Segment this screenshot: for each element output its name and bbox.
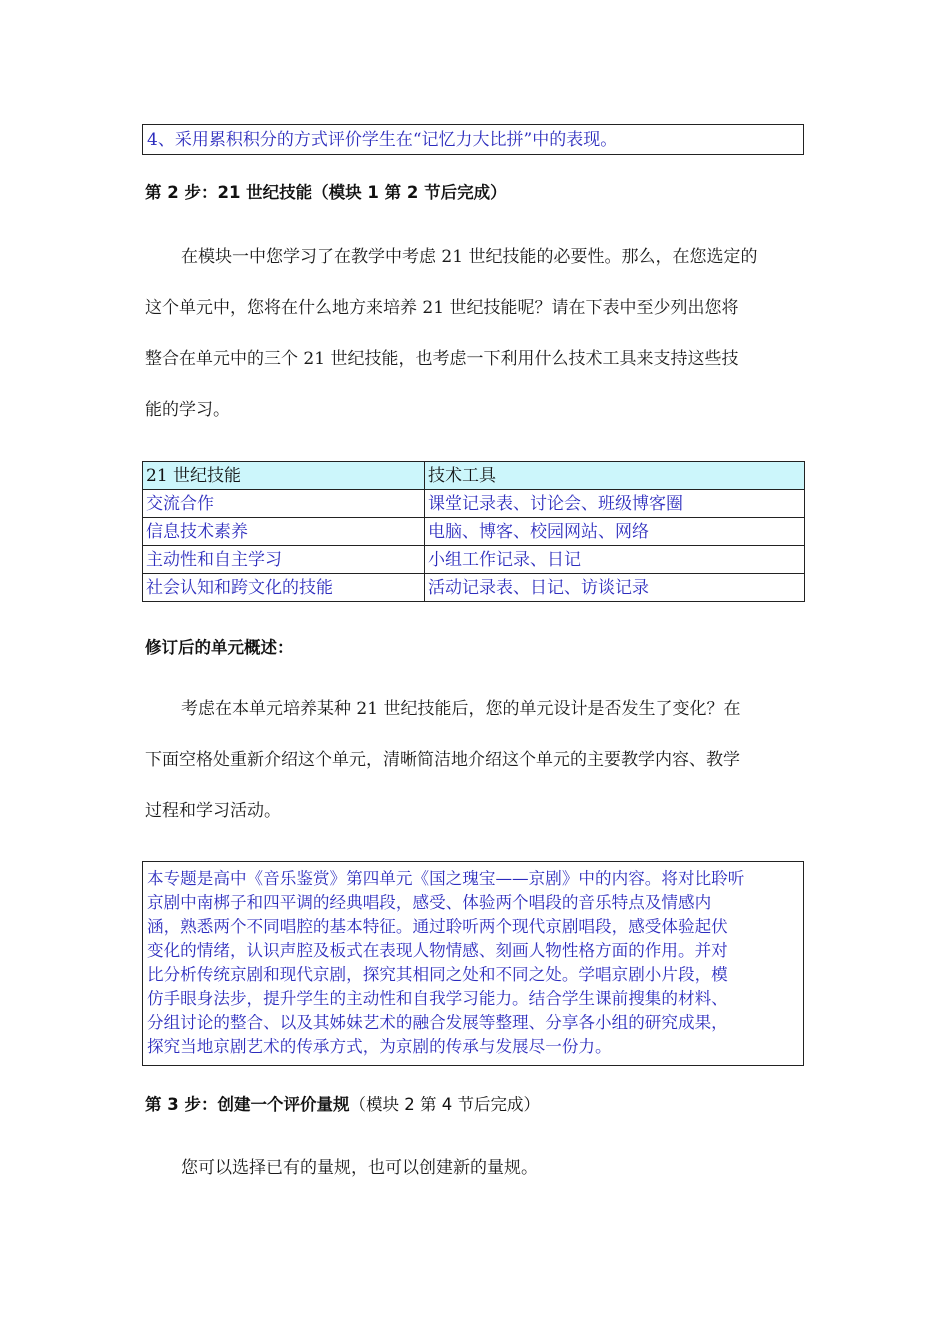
header-tool: 技术工具 bbox=[425, 462, 805, 490]
summary-line: 京剧中南梆子和四平调的经典唱段，感受、体验两个唱段的音乐特点及情感内 bbox=[147, 893, 712, 912]
summary-line: 仿手眼身法步，提升学生的主动性和自我学习能力。结合学生课前搜集的材料、 bbox=[147, 989, 728, 1008]
table-row bbox=[143, 546, 805, 574]
summary-line: 探究当地京剧艺术的传承方式，为京剧的传承与发展尽一份力。 bbox=[147, 1037, 612, 1056]
step2-paragraph bbox=[145, 232, 805, 436]
assessment-item-text: 4、采用累积积分的方式评价学生在“记忆力大比拼”中的表现。 bbox=[147, 130, 618, 150]
skill-cell: 交流合作 bbox=[143, 490, 425, 518]
header-skill: 21 世纪技能 bbox=[143, 462, 425, 490]
summary-line: 本专题是高中《音乐鉴赏》第四单元《国之瑰宝——京剧》中的内容。将对比聆听 bbox=[147, 869, 745, 888]
table-header-row bbox=[143, 462, 805, 490]
step2-line: 这个单元中，您将在什么地方来培养 21 世纪技能呢？请在下表中至少列出您将 bbox=[145, 298, 739, 318]
revised-paragraph bbox=[145, 684, 805, 837]
skill-cell: 信息技术素养 bbox=[143, 518, 425, 546]
unit-summary-box bbox=[142, 861, 804, 1066]
table-row bbox=[143, 518, 805, 546]
tool-cell: 电脑、博客、校园网站、网络 bbox=[425, 518, 805, 546]
step3-line: 您可以选择已有的量规，也可以创建新的量规。 bbox=[181, 1158, 538, 1178]
assessment-item-box bbox=[142, 124, 804, 155]
step3-heading bbox=[145, 1091, 540, 1115]
revised-line: 下面空格处重新介绍这个单元，清晰简洁地介绍这个单元的主要教学内容、教学 bbox=[145, 750, 740, 770]
skill-cell: 社会认知和跨文化的技能 bbox=[143, 574, 425, 602]
summary-line: 变化的情绪，认识声腔及板式在表现人物情感、刻画人物性格方面的作用。并对 bbox=[147, 941, 728, 960]
tool-cell: 小组工作记录、日记 bbox=[425, 546, 805, 574]
revised-line: 考虑在本单元培养某种 21 世纪技能后，您的单元设计是否发生了变化？在 bbox=[181, 699, 741, 719]
table-row bbox=[143, 490, 805, 518]
tool-cell: 活动记录表、日记、访谈记录 bbox=[425, 574, 805, 602]
skills-table bbox=[142, 461, 805, 602]
summary-line: 比分析传统京剧和现代京剧，探究其相同之处和不同之处。学唱京剧小片段，模 bbox=[147, 965, 728, 984]
revised-heading: 修订后的单元概述： bbox=[145, 638, 294, 657]
skill-cell: 主动性和自主学习 bbox=[143, 546, 425, 574]
step3-heading-note: （模块 2 第 4 节后完成） bbox=[349, 1095, 540, 1114]
table-row bbox=[143, 574, 805, 602]
step2-line: 整合在单元中的三个 21 世纪技能，也考虑一下利用什么技术工具来支持这些技 bbox=[145, 349, 739, 369]
step2-line: 在模块一中您学习了在教学中考虑 21 世纪技能的必要性。那么，在您选定的 bbox=[181, 247, 758, 267]
summary-line: 涵，熟悉两个不同唱腔的基本特征。通过聆听两个现代京剧唱段，感受体验起伏 bbox=[147, 917, 728, 936]
step3-heading-main: 第 3 步：创建一个评价量规 bbox=[145, 1095, 350, 1114]
step3-paragraph bbox=[145, 1143, 805, 1194]
step2-line: 能的学习。 bbox=[145, 400, 230, 420]
step2-heading: 第 2 步：21 世纪技能（模块 1 第 2 节后完成） bbox=[145, 183, 507, 202]
revised-line: 过程和学习活动。 bbox=[145, 801, 281, 821]
tool-cell: 课堂记录表、讨论会、班级博客圈 bbox=[425, 490, 805, 518]
summary-line: 分组讨论的整合、以及其姊妹艺术的融合发展等整理、分享各小组的研究成果， bbox=[147, 1013, 728, 1032]
